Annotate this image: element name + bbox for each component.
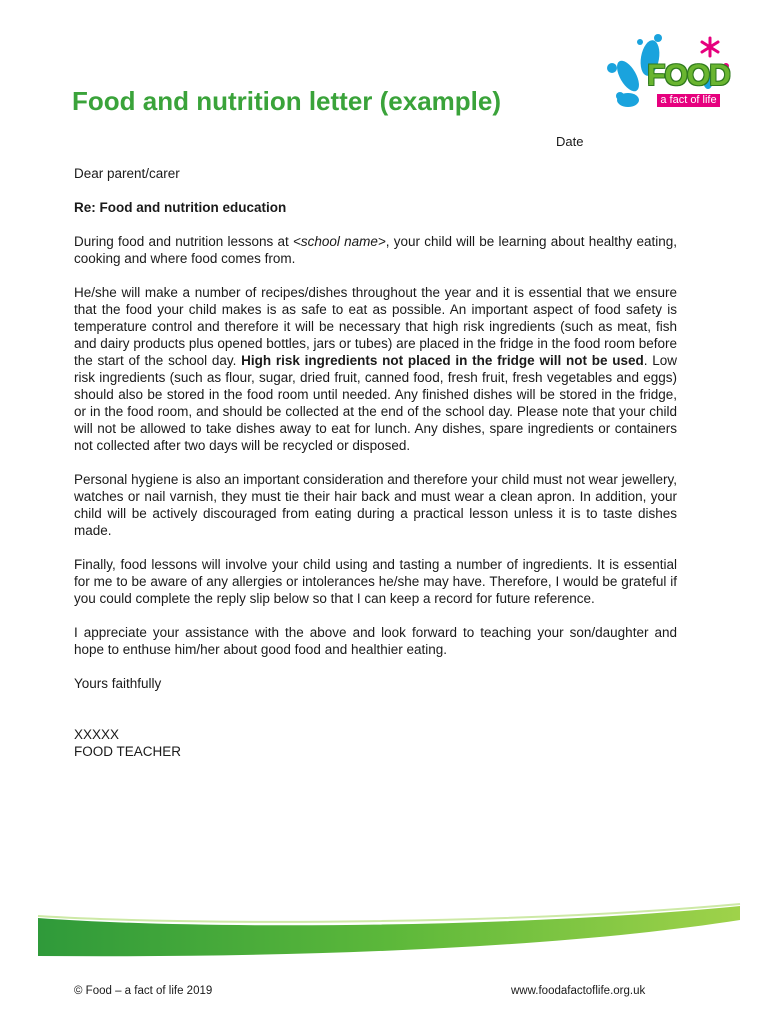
paragraph-hygiene: Personal hygiene is also an important consideration and therefore your child must not wear jewellery, watches or nail varnish, they must tie their hair back and must wear a clean apron. In addition, your child will be actively discouraged from eating during a practical lesson unless it is to taste dishes made. — [74, 472, 677, 538]
paragraph-closing: I appreciate your assistance with the above and look forward to teaching your son/daughter and hope to enthuse him/her about good food and healthier eating. — [74, 625, 677, 657]
paragraph-food-safety: He/she will make a number of recipes/dishes throughout the year and it is essential that we ensure that the food your child makes is as safe to eat as possible. An important aspect of food safety is temperature control and therefore it will be necessary that high risk ingredients (such as meat, fish and dairy products plus opened bottles, jars or tubes) are placed in the fridge in the food room before the start of the school day. High risk ingredients not placed in the fridge will not be used. Low risk ingredients (such as flour, sugar, dried fruit, canned food, fresh fruit, fresh vegetables and eggs) should also be stored in the food room until needed. Any finished dishes will be stored in the fridge, or in the food room, and should be collected at the end of the school day. Please note that your child will not be allowed to take dishes away to eat for lunch. Any dishes, spare ingredients or containers not collected after two days will be recycled or disposed. — [74, 285, 677, 453]
footer-url[interactable]: www.foodafactoflife.org.uk — [511, 985, 646, 997]
school-name-placeholder: <school name> — [292, 234, 386, 249]
date-label: Date — [556, 134, 584, 149]
green-wave-decoration — [0, 900, 770, 980]
salutation: Dear parent/carer — [74, 166, 180, 181]
letter-body — [74, 165, 677, 760]
closing-line: Yours faithfully — [74, 676, 162, 691]
paragraph-intro: During food and nutrition lessons at <school name>, your child will be learning about healthy eating, cooking and where food comes from. — [74, 234, 678, 266]
paragraph-allergies: Finally, food lessons will involve your child using and tasting a number of ingredients. It is essential for me to be aware of any allergies or intolerances he/she may have. Therefore, I would be grateful if you could complete the reply slip below so that I can keep a record for future reference. — [74, 557, 677, 606]
page-title: Food and nutrition letter (example) — [72, 86, 502, 116]
signature-name: XXXXX — [74, 727, 120, 742]
high-risk-warning: High risk ingredients not placed in the fridge will not be used — [241, 353, 644, 368]
footer-copyright: © Food – a fact of life 2019 — [74, 985, 213, 997]
subject-line: Re: Food and nutrition education — [74, 200, 287, 215]
signature-role: FOOD TEACHER — [74, 744, 182, 759]
logo-tagline: a fact of life — [657, 94, 719, 107]
logo-wordmark: FOOD — [647, 59, 730, 92]
